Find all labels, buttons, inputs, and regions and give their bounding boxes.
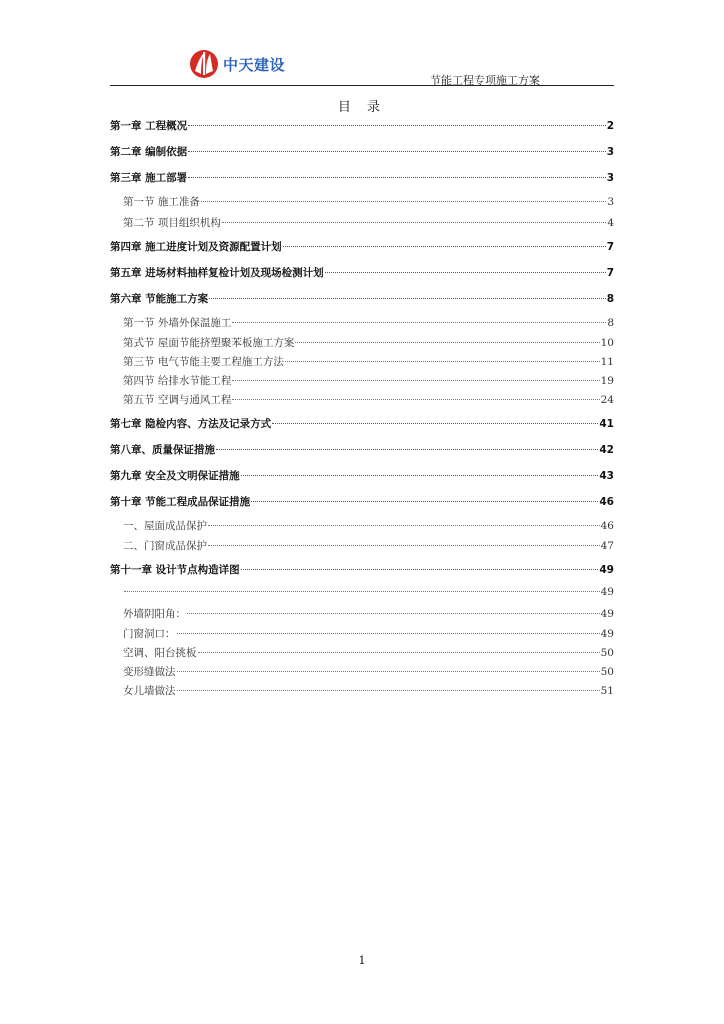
toc-dot-leader	[177, 633, 600, 634]
toc-dot-leader	[188, 151, 606, 152]
zhongtian-logo-icon	[188, 48, 220, 80]
toc-entry-page: 46	[600, 520, 614, 532]
toc-entry-label: 第四章 施工进度计划及资源配置计划	[110, 241, 282, 253]
toc-section-entry[interactable]	[110, 683, 614, 702]
toc-section-entry[interactable]	[110, 586, 614, 606]
toc-entry-label: 第十章 节能工程成品保证措施	[110, 496, 251, 508]
toc-entry-page: 7	[606, 267, 614, 279]
toc-dot-leader	[241, 569, 599, 570]
toc-entry-page: 41	[599, 418, 614, 430]
toc-entry-page: 50	[600, 666, 614, 678]
toc-entry-label: 第三章 施工部署	[110, 172, 188, 184]
toc-entry-page: 11	[600, 356, 614, 368]
toc-dot-leader	[187, 613, 600, 614]
toc-entry-page: 8	[607, 317, 614, 329]
toc-dot-leader	[177, 690, 600, 691]
toc-dot-leader	[208, 525, 600, 526]
toc-entry-page: 46	[599, 496, 614, 508]
toc-entry-label: 空调、阳台挑板	[123, 647, 197, 659]
toc-chapter-entry[interactable]	[110, 468, 614, 494]
toc-entry-page: 49	[600, 608, 614, 620]
logo-text: 中天建设	[223, 55, 286, 74]
toc-entry-page: 50	[600, 647, 614, 659]
toc-dot-leader	[295, 342, 599, 343]
page-number: 1	[358, 954, 366, 967]
toc-entry-page: 47	[600, 540, 614, 552]
toc-chapter-entry[interactable]	[110, 144, 614, 170]
toc-entry-label: 一、屋面成品保护	[123, 520, 207, 532]
toc-chapter-entry[interactable]	[110, 562, 614, 586]
toc-entry-page: 3	[607, 196, 614, 208]
toc-entry-label: 第一节 施工准备	[123, 196, 200, 208]
toc-section-entry[interactable]	[110, 194, 614, 215]
table-of-contents	[110, 118, 614, 702]
toc-chapter-entry[interactable]	[110, 239, 614, 265]
toc-dot-leader	[232, 380, 599, 381]
toc-entry-page: 19	[600, 375, 614, 387]
toc-dot-leader	[188, 125, 606, 126]
toc-entry-label: 变形缝做法	[123, 666, 176, 678]
toc-dot-leader	[283, 246, 606, 247]
toc-chapter-entry[interactable]	[110, 494, 614, 518]
toc-section-entry[interactable]	[110, 392, 614, 416]
toc-dot-leader	[241, 475, 599, 476]
toc-section-entry[interactable]	[110, 606, 614, 626]
toc-chapter-entry[interactable]	[110, 170, 614, 194]
toc-entry-page: 7	[606, 241, 614, 253]
toc-entry-label: 第二节 项目组织机构	[123, 217, 221, 229]
toc-dot-leader	[124, 591, 600, 592]
toc-entry-page: 8	[606, 293, 614, 305]
toc-entry-label: 女儿墙做法	[123, 685, 176, 697]
toc-section-entry[interactable]	[110, 354, 614, 373]
toc-entry-page: 4	[607, 217, 614, 229]
toc-entry-label: 第七章 隐检内容、方法及记录方式	[110, 418, 272, 430]
toc-heading: 目 录	[337, 100, 387, 115]
toc-section-entry[interactable]	[110, 626, 614, 645]
toc-chapter-entry[interactable]	[110, 265, 614, 291]
toc-entry-page: 42	[599, 444, 614, 456]
toc-entry-page: 3	[606, 146, 614, 158]
toc-chapter-entry[interactable]	[110, 118, 614, 144]
toc-entry-label: 外墙阴阳角：	[123, 608, 186, 620]
toc-section-entry[interactable]	[110, 664, 614, 683]
toc-entry-label: 第九章 安全及文明保证措施	[110, 470, 240, 482]
toc-dot-leader	[251, 501, 598, 502]
toc-entry-page: 43	[599, 470, 614, 482]
toc-entry-label: 第六章 节能施工方案	[110, 293, 209, 305]
toc-entry-page: 51	[600, 685, 614, 697]
toc-dot-leader	[272, 423, 598, 424]
toc-section-entry[interactable]	[110, 215, 614, 239]
toc-section-entry[interactable]	[110, 538, 614, 562]
toc-entry-label: 第四节 给排水节能工程	[123, 375, 232, 387]
toc-dot-leader	[285, 361, 600, 362]
toc-chapter-entry[interactable]	[110, 416, 614, 442]
page-header	[110, 44, 614, 86]
toc-entry-label: 第一章 工程概况	[110, 120, 188, 132]
toc-entry-label: 第五章 进场材料抽样复检计划及现场检测计划	[110, 267, 324, 279]
toc-entry-page: 24	[600, 394, 614, 406]
toc-entry-label: 第八章、质量保证措施	[110, 444, 215, 456]
toc-entry-label: 第五节 空调与通风工程	[123, 394, 232, 406]
toc-entry-label: 第十一章 设计节点构造详图	[110, 564, 240, 576]
company-logo	[188, 48, 285, 80]
toc-section-entry[interactable]	[110, 335, 614, 354]
header-divider	[110, 85, 614, 86]
toc-chapter-entry[interactable]	[110, 442, 614, 468]
toc-entry-page: 3	[606, 172, 614, 184]
toc-entry-page: 49	[600, 586, 614, 598]
toc-entry-page: 10	[600, 337, 614, 349]
toc-entry-label: 第三节 电气节能主要工程施工方法	[123, 356, 284, 368]
toc-section-entry[interactable]	[110, 645, 614, 664]
toc-entry-label: 二、门窗成品保护	[123, 540, 207, 552]
toc-chapter-entry[interactable]	[110, 291, 614, 315]
toc-entry-page: 49	[599, 564, 614, 576]
toc-entry-label: 第二章 编制依据	[110, 146, 188, 158]
toc-dot-leader	[201, 201, 606, 202]
toc-entry-page: 49	[600, 628, 614, 640]
toc-dot-leader	[177, 671, 600, 672]
toc-dot-leader	[216, 449, 598, 450]
toc-dot-leader	[198, 652, 600, 653]
toc-entry-label: 第式节 屋面节能挤塑聚苯板施工方案	[123, 337, 295, 349]
toc-dot-leader	[232, 322, 606, 323]
toc-entry-label: 第一节 外墙外保温施工	[123, 317, 232, 329]
toc-entry-label: 门窗洞口：	[123, 628, 176, 640]
toc-section-entry[interactable]	[110, 518, 614, 538]
toc-dot-leader	[232, 399, 599, 400]
toc-dot-leader	[209, 298, 606, 299]
toc-section-entry[interactable]	[110, 373, 614, 392]
toc-dot-leader	[222, 222, 606, 223]
toc-section-entry[interactable]	[110, 315, 614, 335]
toc-dot-leader	[188, 177, 606, 178]
toc-dot-leader	[325, 272, 606, 273]
toc-entry-page: 2	[606, 120, 614, 132]
toc-dot-leader	[208, 545, 600, 546]
document-title: 节能工程专项施工方案	[430, 74, 540, 87]
